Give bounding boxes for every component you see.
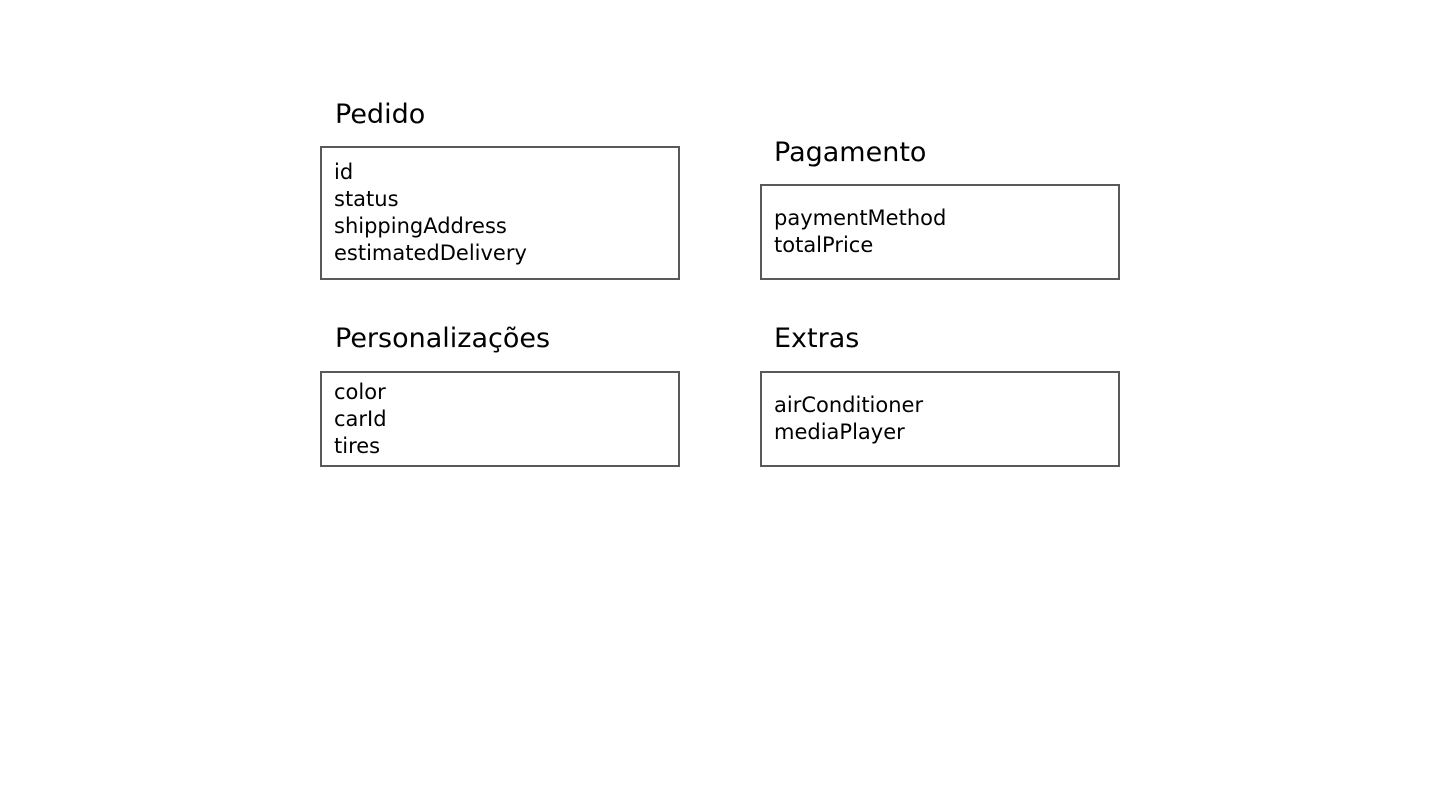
- entity-box-pagamento: [760, 184, 1120, 280]
- field-car-id: carId: [334, 406, 387, 431]
- field-status: status: [334, 187, 399, 211]
- entity-box-pedido: [320, 146, 680, 280]
- field-id: id: [334, 160, 354, 184]
- field-tires: tires: [334, 433, 381, 458]
- entity-title-extras: Extras: [774, 323, 860, 354]
- field-estimated-delivery: estimatedDelivery: [334, 241, 527, 265]
- field-media-player: mediaPlayer: [774, 420, 905, 444]
- entity-title-pedido: Pedido: [335, 99, 426, 130]
- field-shipping-address: shippingAddress: [334, 214, 507, 238]
- field-air-conditioner: airConditioner: [774, 393, 924, 417]
- field-total-price: totalPrice: [774, 233, 874, 257]
- field-payment-method: paymentMethod: [774, 206, 947, 230]
- entity-box-extras: [760, 371, 1120, 467]
- entity-title-pagamento: Pagamento: [774, 137, 927, 168]
- entity-title-personalizacoes: Personalizações: [335, 323, 551, 354]
- entity-box-personalizacoes: [320, 371, 680, 467]
- field-color: color: [334, 379, 386, 404]
